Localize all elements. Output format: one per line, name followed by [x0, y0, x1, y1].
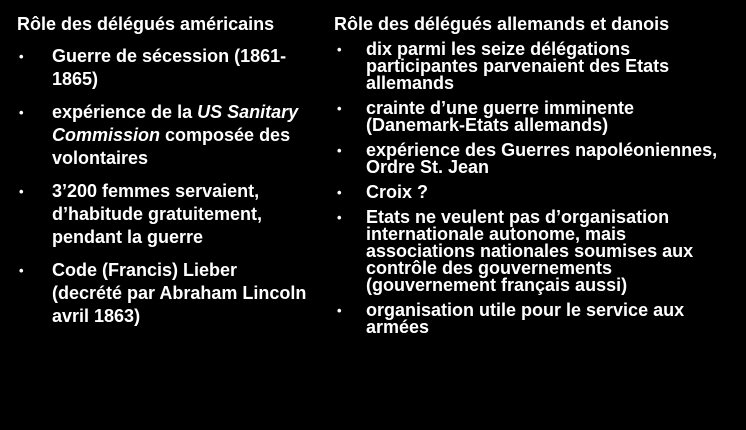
- list-item: [17, 45, 307, 91]
- bullet-icon: •: [337, 42, 342, 57]
- list-item-text: expérience des Guerres napoléoniennes, Ordre St. Jean: [366, 140, 718, 177]
- bullet-icon: •: [337, 210, 342, 225]
- bullet-icon: •: [19, 105, 24, 120]
- list-item: [334, 41, 734, 92]
- list-item-text: Guerre de sécession (1861-1865): [52, 46, 287, 89]
- list-item: [334, 100, 734, 134]
- left-column-heading: Rôle des délégués américains: [17, 14, 275, 34]
- bullet-icon: •: [337, 143, 342, 158]
- list-item-text-italic: US Sanitary Commission: [52, 102, 299, 145]
- bullet-icon: •: [337, 101, 342, 116]
- left-column: [17, 14, 307, 338]
- list-item-text: Croix ?: [366, 182, 429, 202]
- list-item: [334, 302, 734, 336]
- list-item-text-before: expérience de la: [52, 102, 198, 122]
- list-item-text-after: composée des volontaires: [52, 125, 291, 168]
- list-item-text: Etats ne veulent pas d’organisation internationale autonome, mais associations nationales soumises aux contrôle des gouvernements (gouvernement français aussi): [366, 207, 694, 295]
- bullet-icon: •: [337, 303, 342, 318]
- right-bullet-list: [334, 41, 734, 336]
- right-column-heading: Rôle des délégués allemands et danois: [334, 14, 670, 34]
- bullet-icon: •: [337, 185, 342, 200]
- right-column: [334, 14, 734, 344]
- bullet-icon: •: [19, 49, 24, 64]
- list-item: [17, 259, 307, 328]
- list-item: [17, 180, 307, 249]
- left-bullet-list: [17, 45, 307, 328]
- list-item-text: crainte d’une guerre imminente (Danemark-Etats allemands): [366, 98, 635, 135]
- list-item: [334, 184, 734, 201]
- list-item-text: Code (Francis) Lieber (decrété par Abraham Lincoln avril 1863): [52, 260, 307, 326]
- bullet-icon: •: [19, 263, 24, 278]
- list-item: [334, 209, 734, 294]
- bullet-icon: •: [19, 184, 24, 199]
- list-item-text: 3’200 femmes servaient, d’habitude gratuitement, pendant la guerre: [52, 181, 263, 247]
- list-item-text: dix parmi les seize délégations participantes parvenaient des Etats allemands: [366, 39, 670, 93]
- list-item: [334, 142, 734, 176]
- list-item: [17, 101, 307, 170]
- list-item-text: organisation utile pour le service aux armées: [366, 300, 685, 337]
